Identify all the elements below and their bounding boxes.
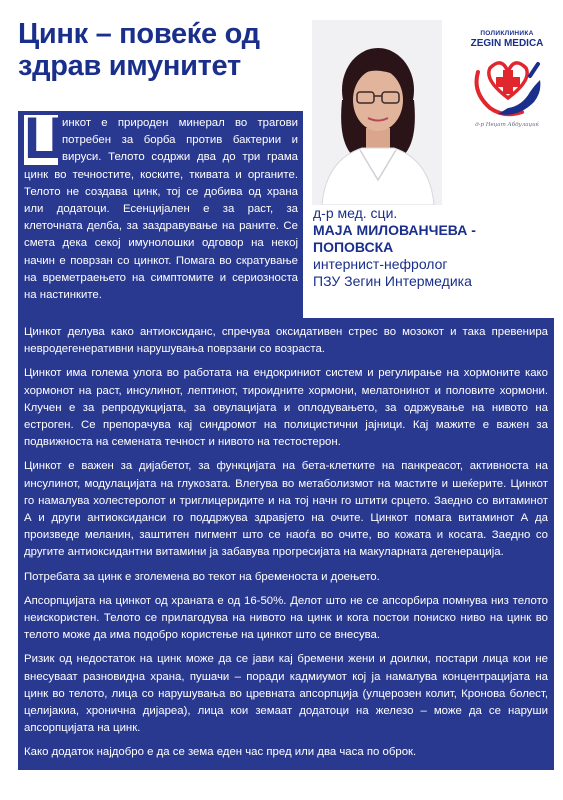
author-institution: ПЗУ Зегин Интермедика [313,273,472,289]
title-line-1: Цинк – повеќе од [18,18,260,50]
author-specialty: интернист-нефролог [313,256,448,272]
clinic-logo [462,30,552,150]
paragraph-diabetes: Цинкот е важен за дијабетот, за функцијата на бета-клетките на панкреасот, активноста на инсулинот, модулацијата на глукозата. Влегува во метаболизмот на мастите и шеќерите. Цинкот го намалува холестеролот и триглицеридите и на тој начн го штити срцето. Заедно со витаминот А и други антиоксиданси го поддржува здравјето на очите. Цинкот помага витаминот А да произведе меланин, заштитен пигмент што се наоѓа во очите, во кожата и косата. Заедно со другите антиоксидантни витамини ја забавува прогресијата на макуларната дегенерација. [24,460,548,559]
intro-paragraph [24,115,298,304]
paragraph-absorption: Апсорпцијата на цинкот од храната е од 16-50%. Делот што не се апсорбира помнува низ телото неискористен. Телото се прилагодува на нивото на цинк и кога постои пониско ниво на цинк во телото може да има подобро користење на цинкот што се внесува. [24,594,548,642]
author-title: д-р мед. сци. [313,205,398,221]
logo-text-name: ZEGIN MEDICA [470,38,544,49]
article-title [18,18,318,82]
logo-text-top: ПОЛИКЛИНИКА [480,30,534,37]
paragraph-supplement-timing: Како додаток најдобро е да се зема еден час пред или два часа по оброк. [24,746,417,759]
paragraph-pregnancy: Потребата за цинк е зголемена во текот на бременоста и доењето. [24,570,380,583]
paragraph-antioxidant: Цинкот делува како антиоксиданс, спречува оксидативен стрес во мозокот и така превенира невродегенеративни нарушувања поврзани со возраста. [24,326,548,356]
main-text-box [18,318,554,770]
heart-hand-icon [468,52,546,122]
author-name: МАЈА МИЛОВАНЧЕВА - ПОПОВСКА [313,222,476,255]
paragraph-deficiency-risk: Ризик од недостаток на цинк може да се јави кај бремени жени и доилки, постари лица кои не внесуваат разновидна храна, пушачи – поради кадмиумот кој ја намалува концентрацијата на цинк во телото, лица со нарушувања во цревната апсорпција (улцерозен колит, Кронова болест, целијакиа, хронична дијареа), лица кои земаат додатоци на железо – може да се наруши апсорпцијата на цинк. [24,653,548,735]
title-line-2: здрав имунитет [18,50,241,82]
intro-box [18,106,303,324]
paragraph-endocrine: Цинкот има голема улога во работата на ендокриниот систем и регулирање на хормоните како хормонот на раст, инсулинот, лептинот, тироидните хормони, мелатонинот и половите хормони. Клучен е за репродукцијата, за овулацијата и оплодувањето, за одржување на нивото на естроген. Се препорачува кај синдромот на полицистични јајници. Кај мажите е важен за подвижноста на семената течност и нивото на тестостерон. [24,367,548,449]
logo-signature: д-р Неџат Абдулаџиќ [475,122,539,128]
intro-text: инкот е природен минерал во трагови потребен за борба против бактерии и вируси. Телото содржи два до три грама цинк во течностите, коските, ткивата и органите. Телото не создава цинк, тој се добива од храна или додатоци. Есенцијален е за раст, за клеточната делба, за заздравување на раните. Се смета дека секој имунолошки одговор на некој начин е поврзан со цинкот. Помага во скратување на времетраењето на симптомите и сериозноста на настинките. [24,117,298,302]
drop-cap-letter: Ц [24,106,67,171]
author-photo [312,20,442,205]
author-portrait-image [312,20,442,205]
author-block [313,205,553,290]
